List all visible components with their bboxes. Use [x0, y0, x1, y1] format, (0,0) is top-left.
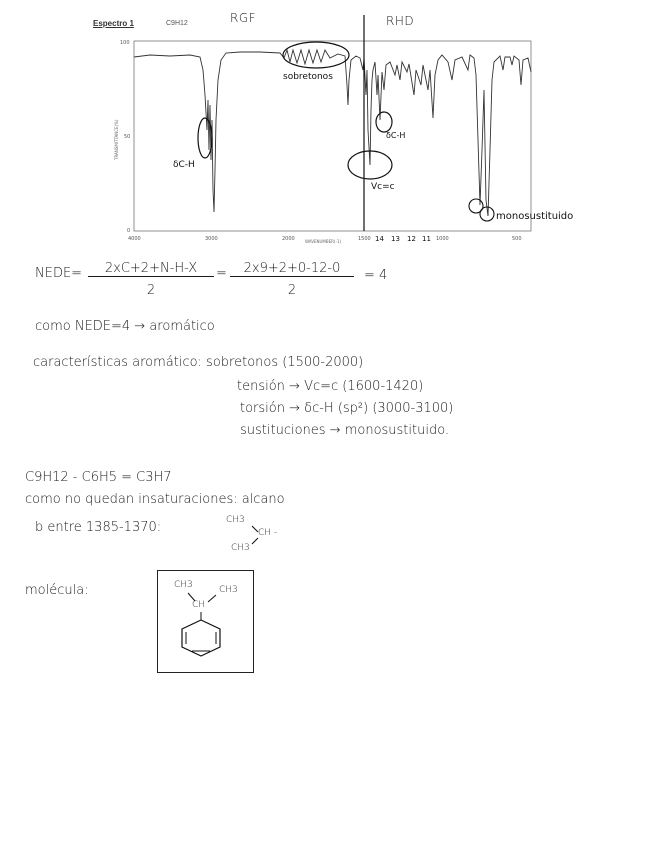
alkane-line: como no quedan insaturaciones: alcano — [25, 492, 285, 507]
nede-result: = 4 — [364, 268, 388, 283]
y-tick-label: 0 — [127, 228, 131, 234]
nede-denominator-1: 2 — [146, 283, 156, 298]
y-tick-label: 100 — [120, 40, 130, 46]
entre-line: b entre 1385-1370: — [35, 520, 162, 535]
x-tick-label: 2000 — [282, 236, 295, 242]
peak-label: 12 — [407, 235, 416, 243]
region-label-rhd: RHD — [386, 14, 415, 28]
peak-label: 14 — [375, 235, 384, 243]
y-tick-label: 50 — [124, 134, 131, 140]
x-tick-label: 1000 — [436, 236, 449, 242]
molecule-ch: CH — [192, 600, 206, 610]
region-label-rgf: RGF — [230, 11, 257, 25]
plot-frame — [134, 41, 531, 231]
spectrum-title: Espectro 1 — [93, 19, 134, 28]
nede-fraction-1 — [88, 261, 214, 298]
y-axis-label: TRANSMITTANCE(%) — [114, 119, 119, 160]
caracteristicas-line-3: torsión → δc-H (sp²) (3000-3100) — [240, 401, 454, 416]
nede-equals: = — [216, 266, 227, 281]
isopropyl-ch3-top: CH3 — [226, 515, 245, 525]
x-tick-label: 1500 — [358, 236, 371, 242]
benzene-ring — [158, 571, 253, 672]
peak-label: 11 — [422, 235, 431, 243]
annotation-vcc: Vc=c — [371, 182, 395, 192]
nede-numerator-2: 2x9+2+0-12-0 — [243, 261, 341, 276]
fraction-bar — [230, 276, 354, 277]
nede-numerator-1: 2xC+2+N-H-X — [104, 261, 198, 276]
subtraction-line: C9H12 - C6H5 = C3H7 — [25, 470, 172, 485]
molecula-label: molécula: — [25, 583, 89, 598]
nede-label: NEDE= — [35, 266, 83, 281]
fraction-bar — [88, 276, 214, 277]
molecular-formula: C9H12 — [166, 20, 188, 27]
x-tick-label: 4000 — [128, 236, 141, 242]
x-axis-label: WAVENUMBER(-1) — [305, 239, 342, 244]
molecule-ch3-left: CH3 — [174, 580, 193, 590]
annotation-dch-right: δC-H — [386, 131, 406, 140]
nede-fraction-2 — [230, 261, 354, 298]
caracteristicas-line-4: sustituciones → monosustituido. — [240, 423, 450, 438]
x-tick-label: 500 — [512, 236, 522, 242]
molecule-ch3-right: CH3 — [219, 585, 238, 595]
isopropyl-bonds — [240, 522, 270, 548]
dch-right-ellipse — [376, 112, 392, 132]
dch-left-ellipse — [198, 118, 212, 158]
molecule-box — [157, 570, 254, 673]
sobretonos-ellipse — [283, 42, 349, 68]
ir-spectrum — [0, 0, 656, 250]
isopropyl-ch: CH - — [258, 528, 278, 538]
peak-label: 13 — [391, 235, 400, 243]
isopropyl-ch3-bottom: CH3 — [231, 543, 250, 553]
annotation-dch-left: δC-H — [173, 160, 195, 170]
annotation-sobretonos: sobretonos — [283, 72, 333, 82]
x-tick-label: 3000 — [205, 236, 218, 242]
annotation-monosustituido: monosustituido — [496, 211, 574, 222]
nede-denominator-2: 2 — [287, 283, 297, 298]
caracteristicas-line-2: tensión → Vc=c (1600-1420) — [237, 379, 424, 394]
aromatic-line: como NEDE=4 → aromático — [35, 319, 215, 334]
caracteristicas-line-1: características aromático: sobretonos (1500-2000) — [33, 355, 364, 370]
